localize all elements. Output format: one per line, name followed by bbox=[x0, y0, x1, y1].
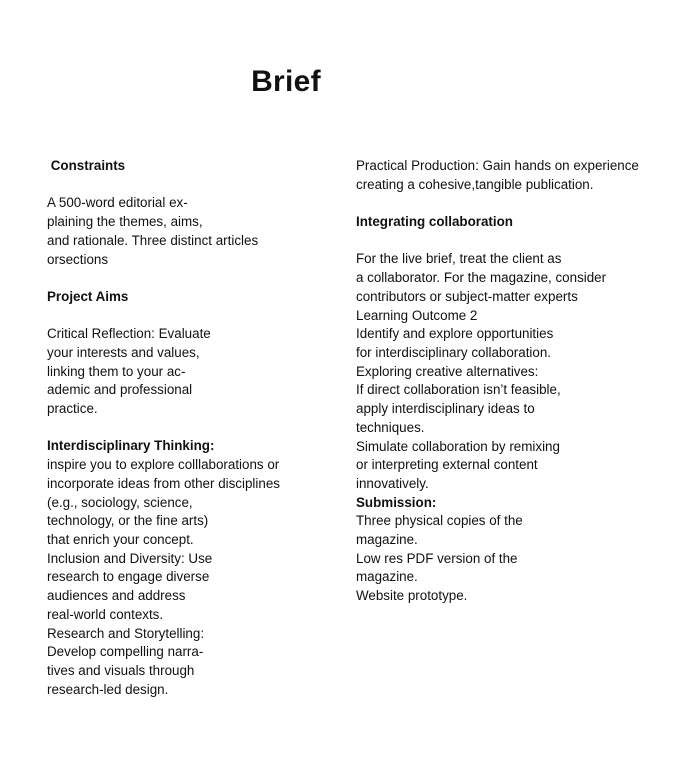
body-text-line: innovatively. bbox=[356, 475, 429, 491]
body-text-line: Research and Storytelling: bbox=[47, 625, 205, 641]
left-column bbox=[47, 157, 317, 699]
body-text-line: Identify and explore opportunities bbox=[356, 326, 554, 342]
right-column bbox=[356, 157, 666, 606]
body-text-line: inspire you to explore colllaborations or bbox=[47, 457, 280, 473]
body-text-line: practice. bbox=[47, 401, 98, 417]
body-text-line: Three physical copies of the bbox=[356, 513, 523, 529]
body-text-line: orsections bbox=[47, 251, 109, 267]
body-text-line: a collaborator. For the magazine, consider bbox=[356, 270, 607, 286]
body-text-line: for interdisciplinary collaboration. bbox=[356, 345, 552, 360]
section-heading: Interdisciplinary Thinking: bbox=[47, 438, 215, 454]
body-text-line: audiences and address bbox=[47, 588, 186, 604]
body-text-line: If direct collaboration isn’t feasible, bbox=[356, 382, 561, 398]
body-text-line: (e.g., sociology, science, bbox=[47, 494, 193, 510]
body-text-line: or interpreting external content bbox=[356, 457, 538, 473]
body-text-line: and rationale. Three distinct articles bbox=[47, 232, 259, 248]
body-text-line: Website prototype. bbox=[356, 588, 468, 604]
blank-line bbox=[47, 419, 317, 438]
body-text-line: Learning Outcome 2 bbox=[356, 307, 478, 323]
body-text-line: research to engage diverse bbox=[47, 569, 210, 585]
body-text-line: research-led design. bbox=[47, 681, 169, 697]
page-title: Brief bbox=[251, 65, 321, 98]
body-text-line: Exploring creative alternatives: bbox=[356, 363, 539, 379]
body-text-line: Critical Reflection: Evaluate bbox=[47, 326, 211, 342]
body-text-line: ademic and professional bbox=[47, 382, 193, 398]
body-text-line: contributors or subject-matter experts bbox=[356, 288, 578, 304]
body-text-line: your interests and values, bbox=[47, 344, 200, 360]
body-text-line: Develop compelling narra- bbox=[47, 644, 204, 660]
body-text-line: linking them to your ac- bbox=[47, 363, 186, 379]
body-text-line: magazine. bbox=[356, 532, 418, 548]
body-text-line: plaining the themes, aims, bbox=[47, 214, 203, 230]
body-text-line: Low res PDF version of the bbox=[356, 550, 518, 566]
body-text-line: apply interdisciplinary ideas to bbox=[356, 401, 535, 417]
body-text-line: real-world contexts. bbox=[47, 606, 164, 622]
body-text-line: Simulate collaboration by remixing bbox=[356, 438, 560, 454]
blank-line bbox=[47, 269, 317, 288]
body-text-line: that enrich your concept. bbox=[47, 532, 194, 547]
body-text-line: creating a cohesive,tangible publication. bbox=[356, 176, 594, 192]
body-text-line: Inclusion and Diversity: Use bbox=[47, 550, 213, 566]
body-text-line: technology, or the fine arts) bbox=[47, 513, 209, 529]
section-heading: Submission: bbox=[356, 494, 437, 510]
body-text-line: incorporate ideas from other disciplines bbox=[47, 475, 280, 491]
body-text-line: tives and visuals through bbox=[47, 662, 195, 678]
body-text-line: For the live brief, treat the client as bbox=[356, 251, 562, 267]
body-text-line: Practical Production: Gain hands on experience bbox=[356, 158, 639, 173]
body-text-line: A 500-word editorial ex- bbox=[47, 195, 188, 211]
blank-line bbox=[356, 232, 666, 251]
section-heading: Project Aims bbox=[47, 288, 129, 304]
blank-line bbox=[47, 176, 317, 195]
blank-line bbox=[47, 307, 317, 326]
blank-line bbox=[356, 194, 666, 213]
body-text-line: techniques. bbox=[356, 419, 425, 435]
section-heading: Constraints bbox=[47, 158, 126, 173]
body-text-line: magazine. bbox=[356, 569, 418, 585]
section-heading: Integrating collaboration bbox=[356, 214, 513, 230]
